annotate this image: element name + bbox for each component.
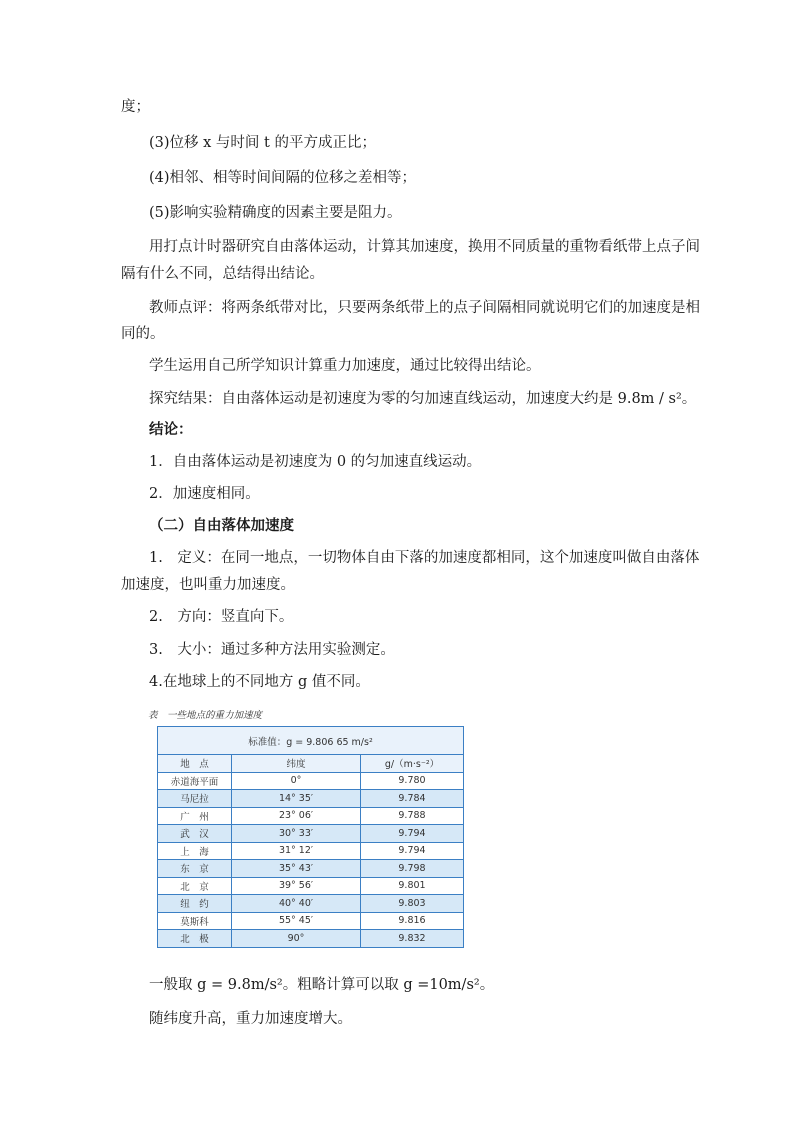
table-cell: 14° 35′ [232, 790, 361, 808]
table-standard-value: 标准值：g = 9.806 65 m/s² [158, 727, 464, 755]
table-cell: 40° 40′ [232, 895, 361, 913]
table-cell: 9.801 [361, 877, 464, 895]
paragraph: (5)影响实验精确度的因素主要是阻力。 [149, 205, 402, 221]
paragraph: 加速度，也叫重力加速度。 [121, 577, 295, 593]
table-cell: 31° 12′ [232, 842, 361, 860]
table-cell: 纽 约 [158, 895, 232, 913]
table-cell: 9.788 [361, 807, 464, 825]
table-cell: 武 汉 [158, 825, 232, 843]
table-cell: 9.780 [361, 772, 464, 790]
paragraph: 随纬度升高，重力加速度增大。 [149, 1011, 352, 1027]
table-cell: 东 京 [158, 860, 232, 878]
table-row [158, 807, 464, 825]
paragraph: 用打点计时器研究自由落体运动，计算其加速度，换用不同质量的重物看纸带上点子间 [149, 239, 700, 255]
table-cell: 35° 43′ [232, 860, 361, 878]
column-header: 纬度 [232, 755, 361, 773]
table-cell: 北 京 [158, 877, 232, 895]
list-item: 2. 方向：竖直向下。 [149, 609, 294, 625]
paragraph: 一般取 g = 9.8m/s²。粗略计算可以取 g =10m/s²。 [149, 977, 495, 993]
section-heading: （二）自由落体加速度 [149, 517, 294, 534]
paragraph: 教师点评：将两条纸带对比，只要两条纸带上的点子间隔相同就说明它们的加速度是相 [149, 300, 700, 316]
table-cell: 莫斯科 [158, 912, 232, 930]
table-row [158, 895, 464, 913]
table-row [158, 912, 464, 930]
table-cell: 广 州 [158, 807, 232, 825]
table-cell: 9.832 [361, 930, 464, 948]
table-header-row [158, 755, 464, 773]
column-header: 地 点 [158, 755, 232, 773]
table-row [158, 772, 464, 790]
list-item: 1. 定义：在同一地点，一切物体自由下落的加速度都相同，这个加速度叫做自由落体 [149, 550, 700, 566]
section-heading: 结论： [149, 421, 193, 438]
paragraph: 同的。 [121, 326, 165, 342]
table-row [158, 877, 464, 895]
table-cell: 9.816 [361, 912, 464, 930]
table-cell: 上 海 [158, 842, 232, 860]
table-row [158, 825, 464, 843]
list-item: 4.在地球上的不同地方 g 值不同。 [149, 674, 370, 690]
table-cell: 30° 33′ [232, 825, 361, 843]
table-row [158, 790, 464, 808]
table-cell: 39° 56′ [232, 877, 361, 895]
table-cell: 0° [232, 772, 361, 790]
table-cell: 9.798 [361, 860, 464, 878]
list-item: 3. 大小：通过多种方法用实验测定。 [149, 642, 395, 658]
paragraph: 学生运用自己所学知识计算重力加速度，通过比较得出结论。 [149, 358, 541, 374]
paragraph: 隔有什么不同，总结得出结论。 [121, 266, 324, 282]
paragraph: 探究结果：自由落体运动是初速度为零的匀加速直线运动，加速度大约是 9.8m / s²。 [149, 391, 697, 407]
table-cell: 马尼拉 [158, 790, 232, 808]
column-header: g/（m·s⁻²） [361, 755, 464, 773]
table-row [158, 930, 464, 948]
table-cell: 赤道海平面 [158, 772, 232, 790]
table-cell: 9.803 [361, 895, 464, 913]
table-cell: 90° [232, 930, 361, 948]
table-cell: 9.784 [361, 790, 464, 808]
table-cell: 23° 06′ [232, 807, 361, 825]
table-cell: 9.794 [361, 825, 464, 843]
paragraph: 度； [121, 99, 150, 115]
paragraph: (3)位移 x 与时间 t 的平方成正比； [149, 135, 376, 151]
table-cell: 9.794 [361, 842, 464, 860]
table-row [158, 842, 464, 860]
paragraph: (4)相邻、相等时间间隔的位移之差相等； [149, 170, 417, 186]
list-item: 1．自由落体运动是初速度为 0 的匀加速直线运动。 [149, 454, 482, 470]
list-item: 2．加速度相同。 [149, 486, 260, 502]
table-cell: 北 极 [158, 930, 232, 948]
table-caption: 表 一些地点的重力加速度 [148, 710, 263, 721]
gravity-table [157, 726, 464, 948]
table-row [158, 860, 464, 878]
table-cell: 55° 45′ [232, 912, 361, 930]
